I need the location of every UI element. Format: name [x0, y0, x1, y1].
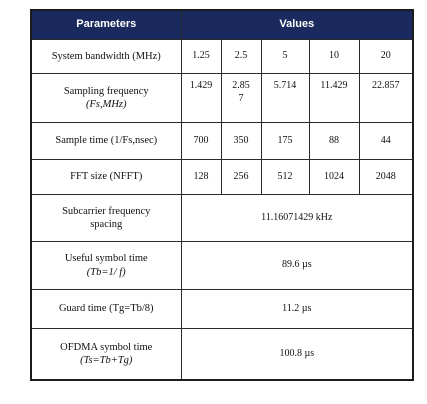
- value-cell: 175: [261, 123, 309, 160]
- value-cell: 89.6 µs: [181, 242, 413, 290]
- table-row: [31, 195, 413, 242]
- value-cell: 5: [261, 40, 309, 74]
- value-cell: 100.8 µs: [181, 329, 413, 381]
- parameters-table-container: [30, 9, 412, 376]
- table-row: [31, 123, 413, 160]
- label-line: spacing: [90, 219, 123, 230]
- value-cell: 256: [221, 160, 261, 195]
- label-line: (Tb=1/ f): [86, 266, 126, 278]
- table-row: [31, 74, 413, 123]
- label-line: (Fs,MHz): [85, 99, 127, 110]
- parameters-table: [30, 9, 414, 381]
- useful-symbol-time-label: [31, 242, 181, 290]
- value-cell: 2.5: [221, 40, 261, 74]
- table-row: [31, 242, 413, 290]
- value-cell: 2048: [359, 160, 413, 195]
- value-cell: 22.857: [359, 74, 413, 123]
- value-cell: 5.714: [261, 74, 309, 123]
- header-row: [31, 10, 413, 40]
- value-cell: 20: [359, 40, 413, 74]
- table-row: [31, 160, 413, 195]
- label-line: (Ts=Tb+Tg): [80, 355, 133, 366]
- value-cell: 44: [359, 123, 413, 160]
- values-header: Values: [181, 10, 413, 40]
- system-bandwidth-label: System bandwidth (MHz): [31, 40, 181, 74]
- value-cell: 350: [221, 123, 261, 160]
- value-cell: 11.16071429 kHz: [181, 195, 413, 242]
- value-cell: 1.429: [181, 74, 221, 123]
- table-row: [31, 329, 413, 381]
- sampling-frequency-label: [31, 74, 181, 123]
- label-line: Useful symbol time: [64, 253, 148, 265]
- value-cell: 11.2 µs: [181, 290, 413, 329]
- parameters-header: Parameters: [31, 10, 181, 40]
- label-line: Subcarrier frequency: [62, 205, 151, 217]
- value-cell: 1.25: [181, 40, 221, 74]
- value-cell: 10: [309, 40, 359, 74]
- sample-time-label: Sample time (1/Fs,nsec): [31, 123, 181, 160]
- value-cell: 700: [181, 123, 221, 160]
- guard-time-label: Guard time (Tg=Tb/8): [31, 290, 181, 329]
- label-line: Sampling frequency: [63, 85, 149, 97]
- value-cell: 128: [181, 160, 221, 195]
- value-cell: 512: [261, 160, 309, 195]
- subcarrier-spacing-label: [31, 195, 181, 242]
- fft-size-label: FFT size (NFFT): [31, 160, 181, 195]
- label-line: OFDMA symbol time: [60, 341, 153, 353]
- value-cell: 11.429: [309, 74, 359, 123]
- value-cell: 1024: [309, 160, 359, 195]
- value-cell: 88: [309, 123, 359, 160]
- ofdma-symbol-time-label: [31, 329, 181, 381]
- table-row: [31, 290, 413, 329]
- value-cell: 2.85 7: [221, 74, 261, 123]
- table-row: [31, 40, 413, 74]
